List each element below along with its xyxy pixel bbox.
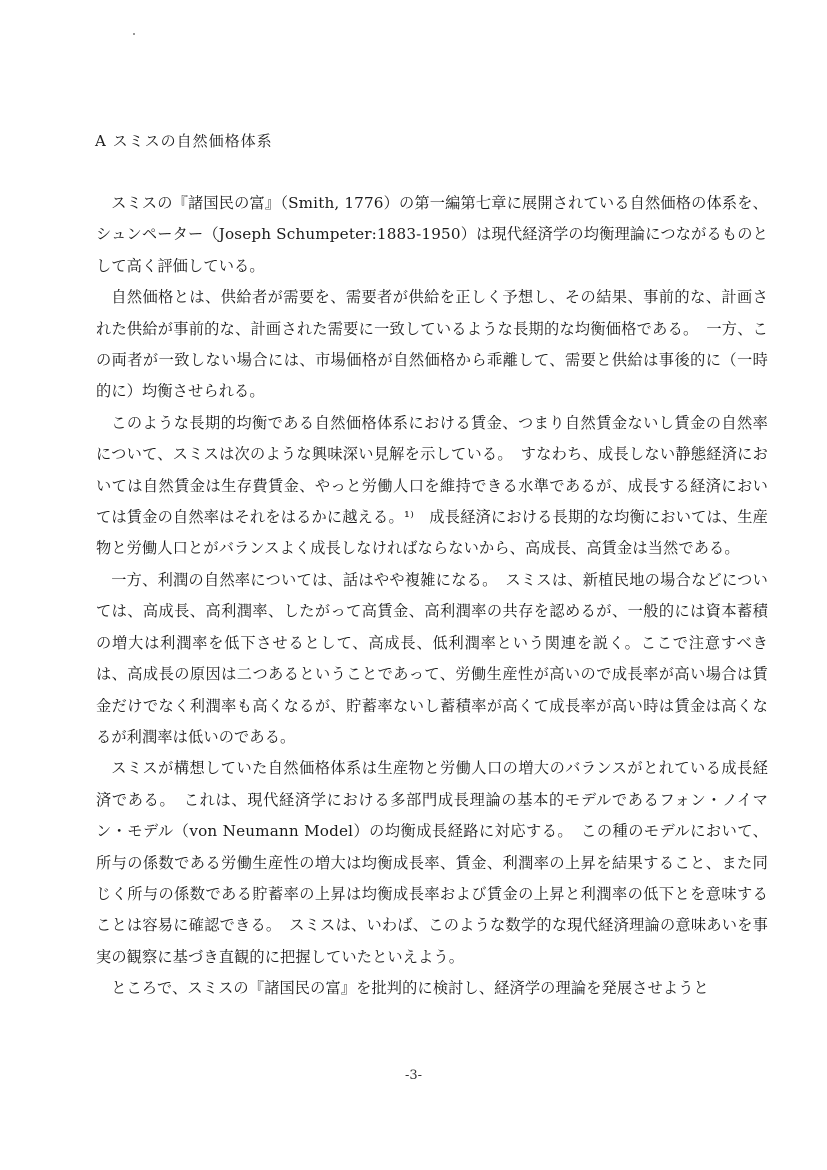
scan-speck-top — [133, 33, 135, 35]
section-title: A スミスの自然価格体系 — [95, 132, 273, 150]
body-text — [96, 188, 768, 1005]
paragraph: このような長期的均衡である自然価格体系における賃金、つまり自然賃金ないし賃金の自然率について、スミスは次のような興味深い見解を示している。 すなわち、成長しない静態経済においては自然賃金は生存費賃金、やっと労働人口を維持できる水準であるが、成長する経済においては賃金の自然率はそれをはるかに越える。¹⁾ 成長経済における長期的な均衡においては、生産物と労働人口とがバランスよく成長しなければならないから、高成長、高賃金は当然である。 — [96, 413, 768, 558]
paragraph: スミスが構想していた自然価格体系は生産物と労働人口の増大のバランスがとれている成長経済である。 これは、現代経済学における多部門成長理論の基本的モデルであるフォン・ノイマン・モデル（von Neumann Model）の均衡成長経路に対応する。 この種のモデルにおいて、所与の係数である労働生産性の増大は均衡成長率、賃金、利潤率の上昇を結果すること、また同じく所与の係数である貯蓄率の上昇は均衡成長率および賃金の上昇と利潤率の低下とを意味することは容易に確認できる。 スミスは、いわば、このような数学的な現代経済理論の意味あいを事実の観察に基づき直観的に把握していたといえよう。 — [96, 759, 769, 966]
paragraph: 一方、利潤の自然率については、話はやや複雑になる。 スミスは、新植民地の場合などについては、高成長、高利潤率、したがって高賃金、高利潤率の共存を認めるが、一般的には資本蓄積の増大は利潤率を低下させるとして、高成長、低利潤率という関連を説く。ここで注意すべきは、高成長の原因は二つあるということであって、労働生産性が高いので成長率が高い場合は賃金だけでなく利潤率も高くなるが、貯蓄率ないし蓄積率が高くて成長率が高い時は賃金は高くなるが利潤率は低いのである。 — [96, 570, 768, 746]
page-number: -3- — [404, 1068, 423, 1083]
paragraph: スミスの『諸国民の富』（Smith, 1776）の第一編第七章に展開されている自然価格の体系を、シュンペーター（Joseph Schumpeter:1883-1950）は現代経済学の均衡理論につながるものとして高く評価している。 — [96, 194, 768, 275]
paragraph: 自然価格とは、供給者が需要を、需要者が供給を正しく予想し、その結果、事前的な、計画された供給が事前的な、計画された需要に一致しているような長期的な均衡価格である。 一方、この両者が一致しない場合には、市場価格が自然価格から乖離して、需要と供給は事後的に（一時的に）均衡させられる。 — [96, 288, 768, 401]
paragraph: ところで、スミスの『諸国民の富』を批判的に検討し、経済学の理論を発展させようと — [111, 979, 709, 998]
